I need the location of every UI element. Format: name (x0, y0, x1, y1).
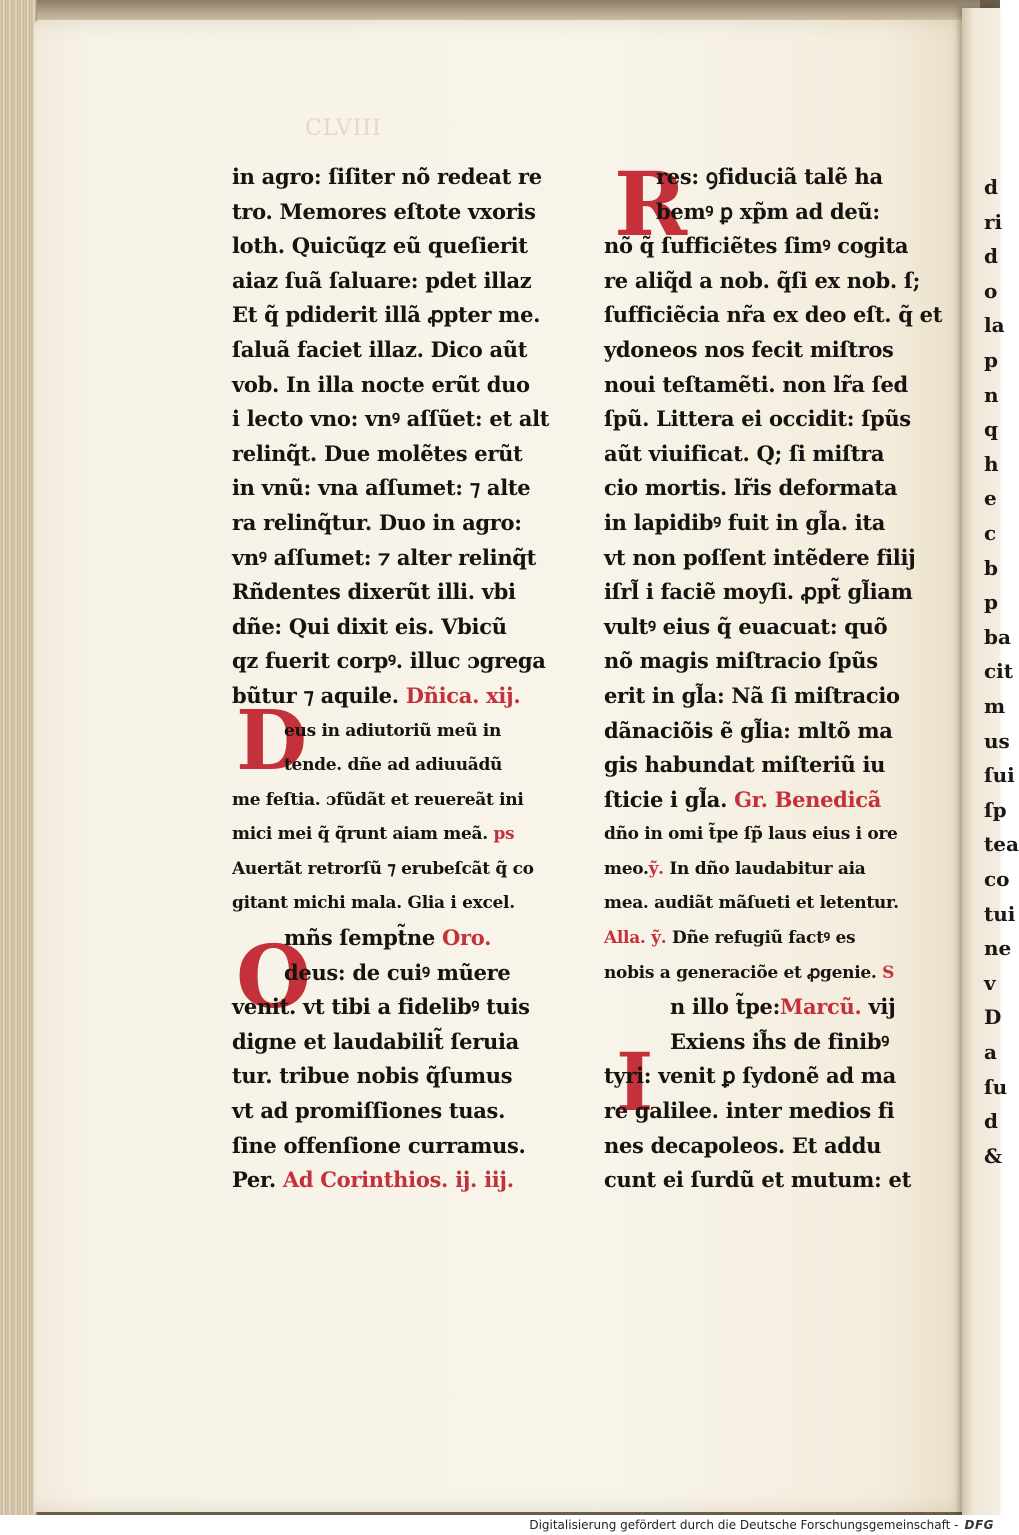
text-line: ra relinq̃tur. Duo in agro: (232, 509, 522, 535)
next-page-text-fragment: ri (984, 209, 1003, 234)
rubric-gradual: Gr. (734, 786, 768, 812)
next-page-text-fragment: ſp (984, 797, 1007, 822)
text-line: noui teſtamẽti. non lr̃a ſed (604, 371, 908, 397)
gospel-line: Exiens ih̃s de finibꝰ (670, 1028, 889, 1054)
next-page-text-fragment: & (984, 1143, 1003, 1168)
text-line: dãnaciõis ẽ gl̃ia: mltõ ma (604, 717, 893, 743)
text-line: ſaluã faciet illaz. Dico aũt (232, 336, 528, 362)
gospel-line: cunt ei ſurdũ et mutum: et (604, 1167, 911, 1193)
footer-credit: Digitalisierung gefördert durch die Deutsche Forschungsgemeinschaft - (529, 1518, 959, 1532)
text-fragment: In dño laudabitur aia (669, 858, 866, 879)
text-line: ſpũ. Littera ei occidit: ſpũs (604, 406, 911, 432)
text-line: vt non poſſent intẽdere filij (604, 544, 916, 570)
text-line: cio mortis. lr̃is deformata (604, 475, 898, 501)
next-page-text-fragment: b (984, 555, 998, 580)
text-fragment: mici mei q̃ q̃runt aiam meã. (232, 824, 488, 845)
gospel-line (604, 990, 924, 1025)
text-line: tro. Memores eſtote vxoris (232, 198, 536, 224)
page-edges (0, 0, 37, 1515)
rubric-alleluia: Alla. (604, 928, 646, 949)
introit-line: Auertãt retrorſũ ⁊ erubeſcãt q̃ co (232, 858, 534, 879)
text-fragment: vij (868, 994, 896, 1020)
rubric-versicle: ỹ. (648, 858, 664, 879)
collect-line (232, 1163, 552, 1198)
rubric-versicle: ỹ. (651, 928, 667, 949)
next-page-text-fragment: co (984, 867, 1010, 891)
gradual-line: dño in omi t̃pe ſp̃ laus eius i ore (604, 824, 898, 845)
folio-number: CLVIII (305, 116, 382, 141)
next-page-text-fragment: ba (984, 624, 1011, 649)
text-line: relinq̃t. Due molẽtes erũt (232, 440, 523, 466)
gospel-line: nes decapoleos. Et addu (604, 1132, 882, 1158)
text-line: in agro: ſiſiter nõ redeat re (232, 164, 542, 189)
gradual-start: Benedicã (774, 786, 882, 812)
next-page-text-fragment: v (984, 970, 996, 995)
alleluia-line (604, 956, 924, 991)
text-line: erit in gl̃a: Nã ſi miſtracio (604, 682, 900, 708)
text-line: qz fuerit corpꝰ. illuc ɔgrega (232, 648, 546, 674)
next-page-text-fragment: us (984, 728, 1010, 753)
next-page-text-fragment: d (984, 1109, 998, 1134)
next-page-text-fragment: c (984, 521, 997, 545)
text-line: aũt viuificat. Q; ſi miſtra (604, 440, 885, 466)
text-line: vob. In illa nocte erũt duo (232, 371, 530, 397)
text-line: nõ q̃ ſufficiẽtes ſimꝰ cogita (604, 233, 909, 259)
collect-line: deus: de cuiꝰ mũere (284, 959, 511, 985)
next-page-text-fragment: q (984, 417, 998, 442)
collect-line: ſine offenſione curramus. (232, 1132, 526, 1158)
text-line (604, 783, 924, 818)
rubric-oratio: Oro. (441, 925, 492, 951)
next-page-text-fragment: ne (984, 936, 1012, 961)
text-fragment: ſticie i gl̃a. (604, 786, 728, 812)
rubric-sunday: Dñica. xij. (405, 682, 521, 708)
text-line: in lapidibꝰ fuit in gl̃a. ita (604, 509, 886, 535)
initial-letter-i: I (616, 1035, 654, 1129)
text-line: Et q̃ pdiderit illã ꝓpter me. (232, 302, 541, 328)
text-line: ydoneos nos fecit miſtros (604, 336, 894, 362)
gradual-line: mea. audiãt mãſueti et letentur. (604, 893, 899, 914)
initial-letter-o: O (236, 927, 311, 1028)
text-line: iſrl̃ i faciẽ moyſi. ꝓpt̃ gl̃iam (604, 579, 913, 605)
initial-letter-d: D (236, 693, 308, 789)
gospel-line: re galilee. inter medios fi (604, 1098, 895, 1124)
collect-line: vt ad promiſſiones tuas. (232, 1098, 506, 1124)
introit-line: me feſtia. ɔfũdãt et reuereãt ini (232, 789, 524, 810)
next-page-text-fragment: d (984, 175, 998, 199)
next-page-text-fragment: d (984, 244, 998, 269)
text-fragment: mñs ſempt̃ne (284, 925, 435, 951)
text-fragment: nobis a generaciõe et ꝓgenie. (604, 962, 877, 983)
collect-line: venit. vt tibi a fidelibꝰ tuis (232, 994, 530, 1020)
dfg-logo: DFG (964, 1518, 994, 1532)
next-page-text-fragment: m (984, 694, 1006, 718)
next-page-text-fragment: p (984, 348, 998, 372)
collect-line: digne et laudabilit̃ ſeruia (232, 1028, 519, 1054)
next-page-text-fragment: tui (984, 901, 1016, 926)
rubric-epistle: Ad Corinthios. ij. iij. (282, 1167, 514, 1193)
next-page-text-fragment: D (984, 1005, 1002, 1030)
book-top-edge (20, 0, 980, 22)
collect-line (232, 921, 552, 956)
next-page-text-fragment: tea (984, 832, 1019, 857)
rubric-ps: ps (493, 824, 515, 845)
rubric-sequence: S (882, 962, 895, 983)
text-fragment: meo. (604, 858, 649, 879)
text-fragment: Per. (232, 1167, 276, 1193)
right-text-column (604, 152, 943, 1198)
collect-line: tur. tribue nobis q̃ſumus (232, 1063, 513, 1089)
text-line: re aliq̃d a nob. q̃ſi ex nob. ſ; (604, 267, 921, 293)
introit-line: gitant michi mala. Glia i excel. (232, 893, 515, 914)
footer-bar (0, 1515, 1000, 1535)
next-page-text-fragment: o (984, 278, 998, 303)
text-line: vultꝰ eius q̃ euacuat: quõ (604, 613, 888, 639)
next-page-text-fragment: p (984, 590, 998, 615)
text-line: nõ magis miſtracio ſpũs (604, 648, 878, 674)
text-line: aiaz ſuã ſaluare: pdet illaz (232, 267, 532, 293)
text-fragment: Dñe refugiũ factꝰ es (672, 928, 856, 949)
text-line: i lecto vno: vnꝰ aſſũet: et alt (232, 406, 550, 432)
introit-line (232, 817, 552, 852)
text-line: ſufficiẽcia nr̃a ex deo eſt. q̃ et (604, 302, 943, 328)
next-page-edge (962, 8, 1019, 1515)
next-page-text-fragment: la (984, 313, 1005, 338)
gradual-line (604, 852, 924, 887)
gospel-line: tyri: venit ꝑ ſydonẽ ad ma (604, 1063, 896, 1089)
text-line: dñe: Qui dixit eis. Vbicũ (232, 613, 507, 639)
next-page-text-fragment: ſu (984, 1074, 1008, 1099)
next-page-text-fragment: n (984, 382, 999, 407)
introit-line: eus in adiutoriũ meũ in (284, 720, 502, 741)
next-page-text-fragment: h (984, 451, 999, 476)
text-fragment: n illo t̃pe: (670, 994, 781, 1020)
next-page-text-fragment: cit (984, 659, 1014, 684)
text-line: bemꝰ ꝑ xp̃m ad deũ: (656, 198, 880, 224)
next-page-text-fragment: a (984, 1040, 997, 1064)
text-line (232, 679, 552, 714)
alleluia-line (604, 921, 924, 956)
next-page-text-fragment: ſui (984, 763, 1015, 788)
next-page-text-fragment: e (984, 486, 997, 511)
text-line: loth. Quicũqz eũ queſierit (232, 233, 528, 259)
rubric-gospel: Marcũ. (780, 994, 862, 1020)
introit-line: tende. dñe ad adiuuãdũ (284, 755, 503, 776)
text-line: gis habundat miſteriũ iu (604, 752, 886, 778)
text-fragment: bũtur ⁊ aquile. (232, 682, 399, 708)
left-text-column (232, 160, 552, 1198)
text-line: in vnũ: vna aſſumet: ⁊ alte (232, 475, 531, 501)
initial-letter-r: R (614, 152, 688, 256)
text-line: Rñdentes dixerũt illi. vbi (232, 579, 516, 605)
text-line: vnꝰ aſſumet: ⁊ alter relinq̃t (232, 544, 537, 570)
text-line: res: ꝯfiduciã talẽ ha (656, 164, 883, 189)
